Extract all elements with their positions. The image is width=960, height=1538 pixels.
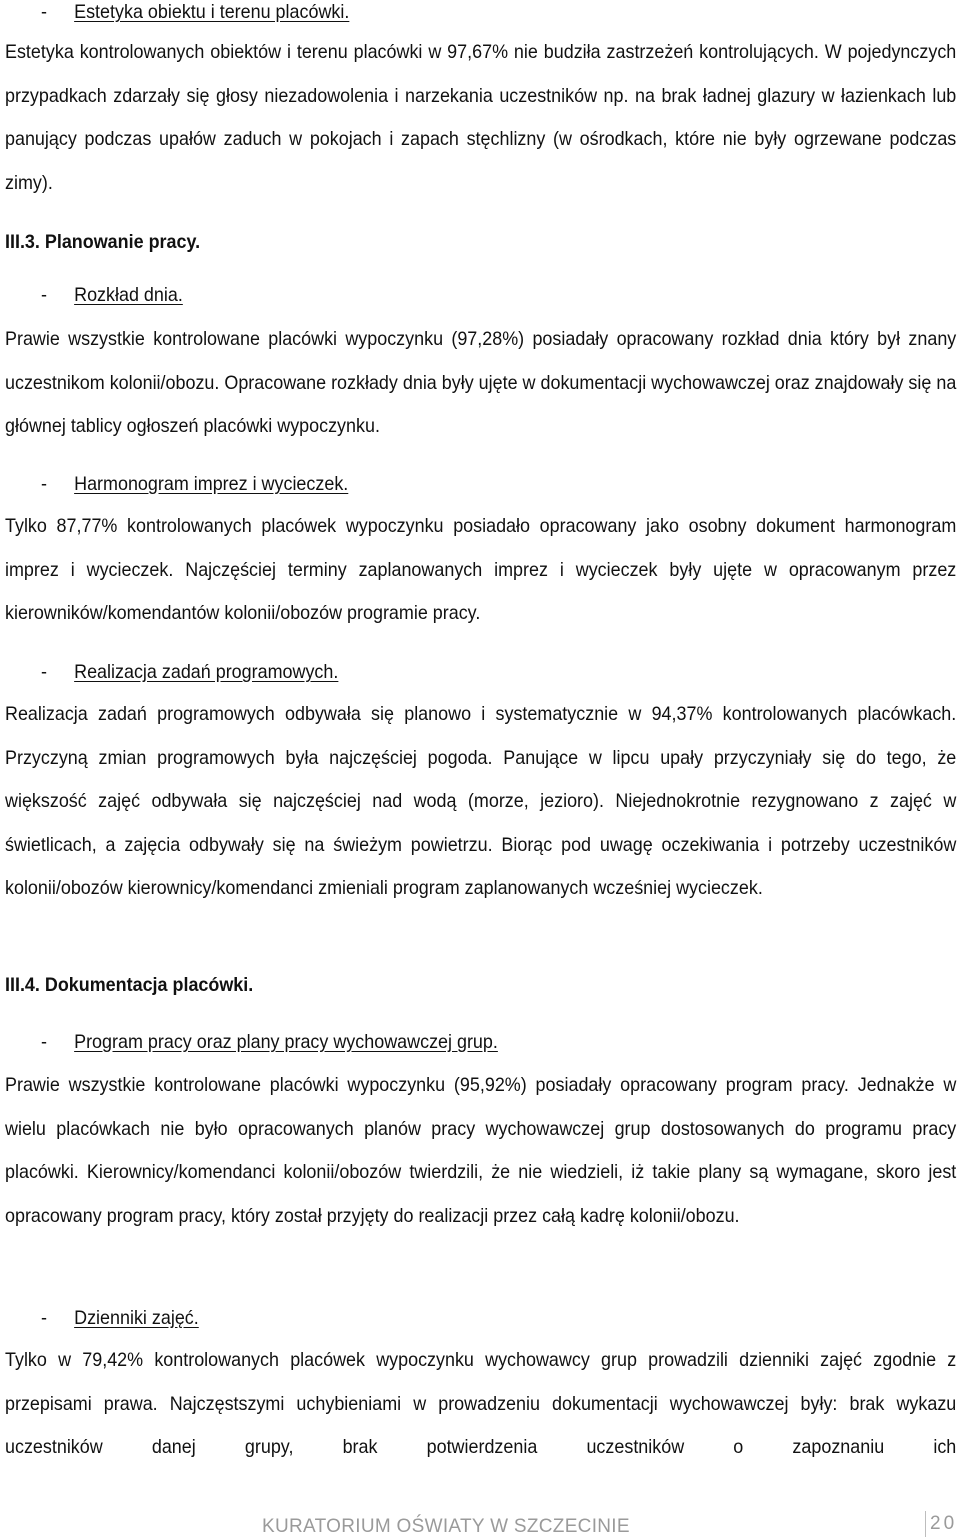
subheading-dzienniki bbox=[41, 1306, 199, 1330]
bullet-dash: - bbox=[41, 1, 47, 23]
subheading-estetyka bbox=[41, 0, 349, 24]
paragraph-realizacja: Realizacja zadań programowych odbywała się planowo i systematycznie w 94,37% kontrolowanych placówkach. Przyczyną zmian programowych była najczęściej pogoda. Panujące w lipcu upały przyczyniały się do tego, że większość zajęć odbywała się najczęściej nad wodą (morze, jezioro). Niejednokrotnie rezygnowano z zajęć w świetlicach, a zajęcia odbywały się na świeżym powietrzu. Biorąc pod uwagę oczekiwania i potrzeby uczestników kolonii/obozów kierownicy/komendanci zmieniali program zaplanowanych wcześniej wycieczek. bbox=[5, 703, 957, 899]
bullet-dash: - bbox=[41, 661, 47, 683]
subheading-harmonogram bbox=[41, 472, 348, 496]
paragraph-harmonogram: Tylko 87,77% kontrolowanych placówek wypoczynku posiadało opracowany jako osobny dokument harmonogram imprez i wycieczek. Najczęściej terminy zaplanowanych imprez i wycieczek były ujęte w opracowanym przez kierowników/komendantów kolonii/obozów programie pracy. bbox=[5, 515, 957, 624]
subheading-program bbox=[41, 1030, 498, 1054]
section-heading-iii4: III.4. Dokumentacja placówki. bbox=[5, 974, 254, 996]
bullet-dash: - bbox=[41, 1031, 47, 1053]
subheading-realizacja bbox=[41, 660, 338, 684]
footer-divider bbox=[925, 1511, 926, 1537]
section-heading-iii3: III.3. Planowanie pracy. bbox=[5, 231, 201, 253]
subheading-rozklad bbox=[41, 283, 183, 307]
paragraph-estetyka: Estetyka kontrolowanych obiektów i terenu placówki w 97,67% nie budziła zastrzeżeń kontrolujących. W pojedynczych przypadkach zdarzały się głosy niezadowolenia i narzekania uczestników np. na brak ładnej glazury w łazienkach lub panujący podczas upałów zaduch w pokojach i zapach stęchlizny (w ośrodkach, które nie były ogrzewane podczas zimy). bbox=[5, 41, 957, 194]
footer-organization: KURATORIUM OŚWIATY W SZCZECINIE bbox=[262, 1516, 630, 1537]
subheading-title: Rozkład dnia. bbox=[74, 284, 183, 306]
subheading-title: Program pracy oraz plany pracy wychowawczej grup. bbox=[74, 1031, 498, 1053]
page-number: 20 bbox=[930, 1513, 958, 1534]
bullet-dash: - bbox=[41, 284, 47, 306]
bullet-dash: - bbox=[41, 473, 47, 495]
bullet-dash: - bbox=[41, 1307, 47, 1329]
paragraph-rozklad: Prawie wszystkie kontrolowane placówki wypoczynku (97,28%) posiadały opracowany rozkład dnia który był znany uczestnikom kolonii/obozu. Opracowane rozkłady dnia były ujęte w dokumentacji wychowawczej oraz znajdowały się na głównej tablicy ogłoszeń placówki wypoczynku. bbox=[5, 328, 957, 437]
subheading-title: Dzienniki zajęć. bbox=[74, 1307, 199, 1329]
subheading-title: Estetyka obiektu i terenu placówki. bbox=[74, 1, 350, 23]
paragraph-program: Prawie wszystkie kontrolowane placówki wypoczynku (95,92%) posiadały opracowany program pracy. Jednakże w wielu placówkach nie było opracowanych planów pracy wychowawczej grup dostosowanych do programu pracy placówki. Kierownicy/komendanci kolonii/obozów twierdzili, że nie wiedzieli, iż takie plany są wymagane, skoro jest opracowany program pracy, który został przyjęty do realizacji przez całą kadrę kolonii/obozu. bbox=[5, 1074, 957, 1227]
subheading-title: Realizacja zadań programowych. bbox=[74, 661, 339, 683]
paragraph-dzienniki: Tylko w 79,42% kontrolowanych placówek wypoczynku wychowawcy grup prowadzili dzienniki zajęć zgodnie z przepisami prawa. Najczęstszymi uchybieniami w prowadzeniu dokumentacji wychowawczej były: brak wykazu uczestników danej grupy, brak potwierdzenia uczestników o zapoznaniu ich bbox=[5, 1349, 957, 1458]
subheading-title: Harmonogram imprez i wycieczek. bbox=[74, 473, 349, 495]
